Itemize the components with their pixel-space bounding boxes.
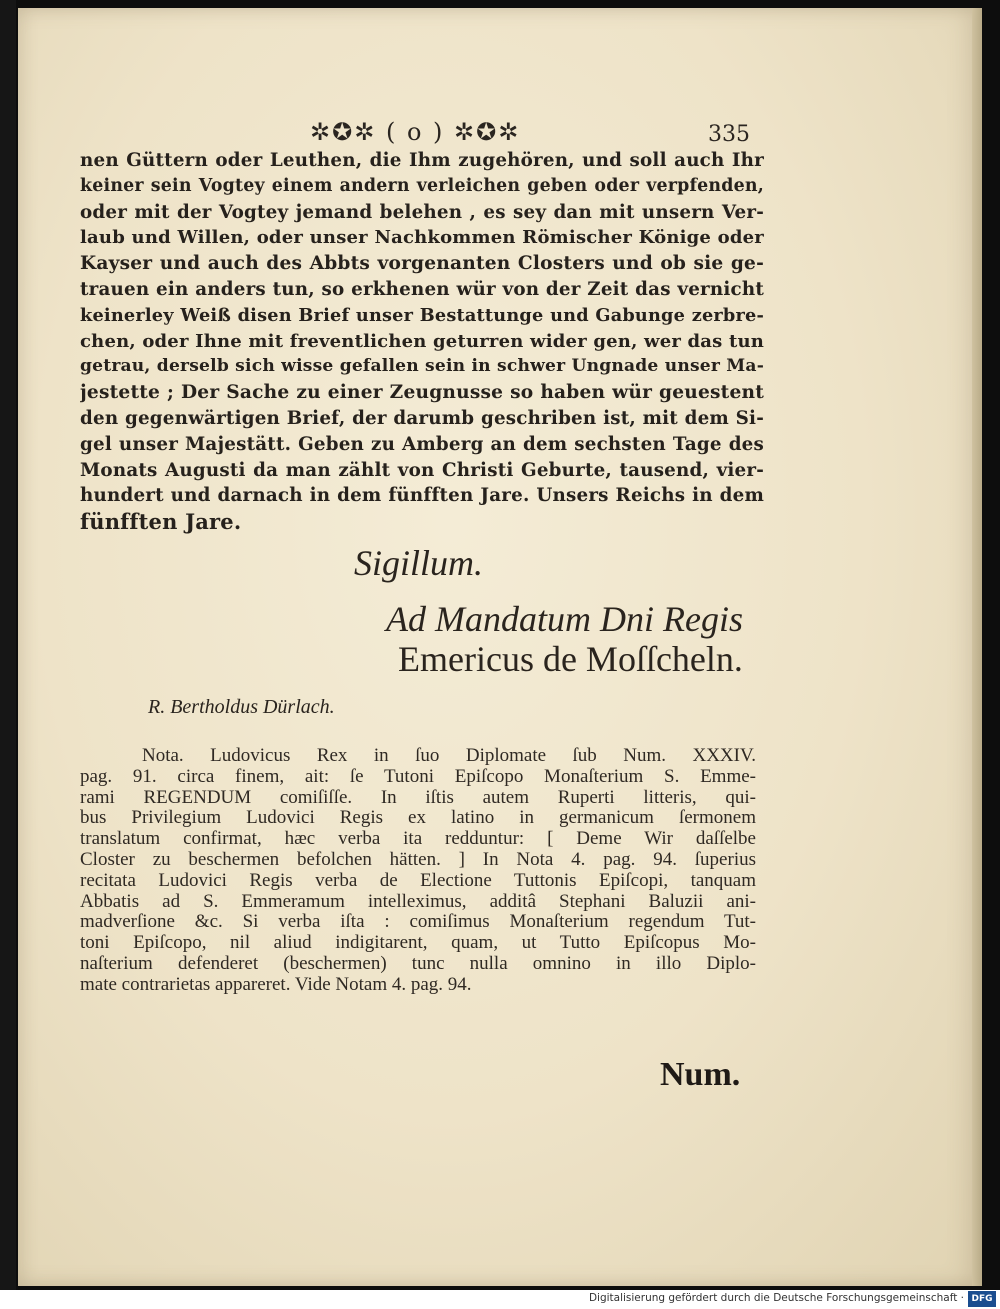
text-line: keiner sein Vogtey einem andern verleichen geben oder verpfenden, (80, 175, 764, 196)
nota-line: Abbatis ad S. Emmeramum intelleximus, additâ Stephani Baluzii ani- (80, 891, 756, 912)
text-line: fünfften Jare. (80, 509, 242, 535)
mandatum-line: Ad Mandatum Dni Regis (386, 599, 743, 639)
nota-line: rami REGENDUM comiſiſſe. In iſtis autem Ruperti litteris, qui- (80, 787, 756, 808)
nota-line: toni Epiſcopo, nil aliud indigitarent, quam, ut Tutto Epiſcopus Mo- (80, 933, 756, 954)
text-line: Kayser und auch des Abbts vorgenanten Closters und ob sie ge- (80, 253, 764, 275)
text-line: trauen ein anders tun, so erkhenen wür von der Zeit das vernicht (80, 278, 764, 300)
text-line: nen Güttern oder Leuthen, die Ihm zugehören, und soll auch Ihr (80, 150, 764, 171)
page-edge (972, 8, 982, 1286)
nota-line: Closter zu beschermen befolchen hätten. ] In Nota 4. pag. 94. ſuperius (80, 849, 756, 870)
nota-line: Nota. Ludovicus Rex in ſuo Diplomate ſub Num. XXXIV. (142, 746, 756, 766)
text-line: hundert und darnach in dem fünfften Jare. Unsers Reichs in dem (80, 485, 764, 507)
text-line: getrau, derselb sich wisse gefallen sein in schwer Ungnade unser Ma- (80, 356, 764, 377)
nota-line: madverſione &c. Si verba iſta : comiſimus Monaſterium regendum Tut- (80, 912, 756, 933)
nota-line: translatum confirmat, hæc verba ita redduntur: [ Deme Wir daſſelbe (80, 829, 756, 850)
registrar-name: R. Bertholdus Dürlach. (148, 696, 335, 718)
nota-line: naſterium defenderet (beschermen) tunc nulla omnino in illo Diplo- (80, 953, 756, 974)
text-line: laub und Willen, oder unser Nachkommen Römischer Könige oder (80, 227, 764, 249)
footer-bar (0, 1290, 1000, 1309)
german-charter-text (80, 148, 764, 535)
text-line: den gegenwärtigen Brief, der darumb geschriben ist, mit dem Si- (80, 407, 764, 429)
nota-line: pag. 91. circa finem, ait: ſe Tutoni Epiſcopo Monaſterium S. Emme- (80, 766, 756, 787)
nota-paragraph (80, 746, 756, 996)
funding-credit: Digitalisierung gefördert durch die Deutsche Forschungsgemeinschaft · (588, 1292, 964, 1304)
text-line: gel unser Majestätt. Geben zu Amberg an dem sechsten Tage des (80, 433, 764, 455)
sigillum-heading: Sigillum. (354, 543, 484, 583)
nota-line: recitata Ludovici Regis verba de Electione Tuttonis Epiſcopi, tanquam (80, 870, 756, 891)
nota-line: mate contrarietas appareret. Vide Notam 4. pag. 94. (80, 974, 472, 995)
text-line: oder mit der Vogtey jemand belehen , es sey dan mit unsern Ver- (80, 201, 764, 223)
scan-frame (0, 0, 16, 1290)
text-line: Monats Augusti da man zählt von Christi Geburte, tausend, vier- (80, 459, 764, 481)
page-number: 335 (708, 122, 750, 147)
nota-line: bus Privilegium Ludovici Regis ex latino in germanicum ſermonem (80, 808, 756, 829)
text-line: keinerley Weiß disen Brief unser Bestattunge und Gabunge zerbre- (80, 304, 764, 326)
text-line: chen, oder Ihne mit freventlichen geturren wider gen, wer das tun (80, 330, 764, 352)
catchword: Num. (660, 1056, 741, 1093)
signatory-name: Emericus de Moſſcheln. (398, 639, 743, 679)
dfg-logo: DFG (968, 1291, 996, 1307)
header-ornament: ✲✪✲ ( o ) ✲✪✲ (310, 118, 521, 146)
text-line: jestette ; Der Sache zu einer Zeugnusse so haben wür geuestent (80, 382, 764, 404)
